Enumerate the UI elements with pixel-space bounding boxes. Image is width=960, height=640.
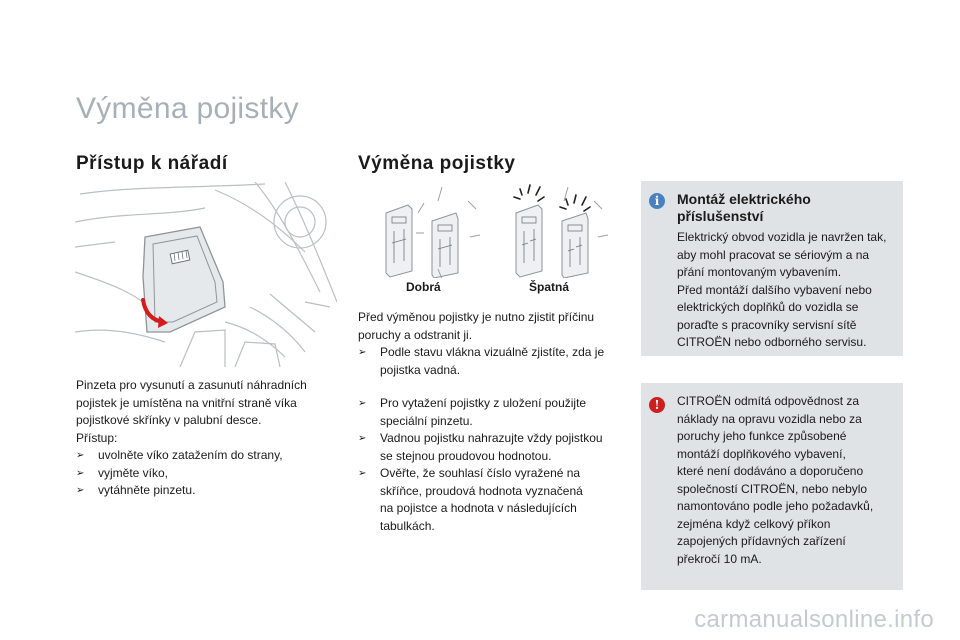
- glovebox-drawing: [75, 182, 337, 367]
- text-line: aby mohl pracovat se sériovým a na: [677, 247, 870, 262]
- text-line: přání montovaným vybavením.: [677, 265, 842, 279]
- section-heading-fuse-replacement: Výměna pojistky: [358, 153, 516, 174]
- text-line: Před montáží dalšího vybavení nebo: [677, 282, 872, 297]
- info-box-text: [677, 229, 901, 352]
- text-line: náklady na opravu vozidla nebo za: [677, 411, 862, 426]
- fuse-check-text: [358, 309, 623, 379]
- info-box-title: Montáž elektrického příslušenství: [677, 191, 811, 224]
- fuse-replace-text: [358, 395, 623, 535]
- fuse-bad-label: Špatná: [529, 280, 570, 294]
- dashboard-illustration: [75, 182, 337, 367]
- fuse-replace-steps: [358, 395, 623, 535]
- text-line: CITROËN nebo odborného servisu.: [677, 335, 867, 349]
- fuse-illustration: [372, 183, 612, 278]
- warning-icon: !: [649, 397, 665, 413]
- info-box: [641, 181, 903, 356]
- list-item: ➢ Vadnou pojistku nahrazujte vždy pojistkou se stejnou proudovou hodnotou.: [358, 431, 603, 463]
- text-line: poraďte s pracovníky servisní sítě: [677, 317, 857, 332]
- text-line: poruchy a odstranit ji.: [358, 327, 473, 342]
- text-line: zejména když celkový příkon: [677, 516, 831, 531]
- text-line: elektrických doplňků do vozidla se: [677, 300, 859, 314]
- text-line: zapojených přídavných zařízení: [677, 534, 846, 548]
- text-line: společností CITROËN, nebo nebylo: [677, 481, 868, 496]
- text-line: překročí 10 mA.: [677, 551, 762, 566]
- list-item: ➢ vytáhněte pinzetu.: [76, 482, 338, 500]
- watermark: carmanualsonline.info: [694, 606, 934, 633]
- text-line: montáží doplňkového vybavení,: [677, 446, 846, 461]
- text-line: poruchy jeho funkce způsobené: [677, 429, 847, 443]
- list-item: ➢ Ověřte, že souhlasí číslo vyražené na skříňce, proudová hodnota vyznačená na pojistce a hodnota v následujících tabulkách.: [358, 466, 583, 533]
- list-item: ➢ vyjměte víko,: [76, 465, 338, 483]
- text-line: namontováno podle jeho požadavků,: [677, 499, 874, 513]
- text-line: pojistkové skřínky v palubní desce.: [76, 413, 262, 427]
- bullet-arrow-icon: ➢: [358, 468, 367, 479]
- bullet-arrow-icon: ➢: [76, 467, 85, 479]
- fuse-check-steps: [358, 344, 623, 379]
- bullet-arrow-icon: ➢: [358, 398, 367, 409]
- list-item: ➢ Podle stavu vlákna vizuálně zjistíte, zda je pojistka vadná.: [358, 345, 605, 377]
- bullet-arrow-icon: ➢: [76, 450, 85, 461]
- list-item: ➢ uvolněte víko zatažením do strany,: [76, 447, 338, 465]
- bullet-arrow-icon: ➢: [358, 347, 367, 358]
- tool-access-steps: [76, 447, 338, 500]
- bullet-arrow-icon: ➢: [76, 485, 85, 496]
- fuse-good-label: Dobrá: [406, 280, 441, 294]
- bullet-arrow-icon: ➢: [358, 433, 367, 444]
- info-icon: i: [649, 193, 665, 209]
- warning-box: [641, 383, 903, 590]
- warning-box-text: [677, 393, 901, 568]
- fuse-drawing: [372, 183, 612, 278]
- list-item: ➢ Pro vytažení pojistky z uložení použijte speciální pinzetu.: [358, 396, 587, 428]
- text-line: které není dodáváno a doporučeno: [677, 464, 864, 478]
- page-title: Výměna pojistky: [76, 92, 299, 125]
- section-heading-tool-access: Přístup k nářadí: [76, 153, 228, 174]
- text-line: Před výměnou pojistky je nutno zjistit příčinu: [358, 310, 595, 324]
- text-line: Elektrický obvod vozidla je navržen tak,: [677, 230, 887, 244]
- text-line: Pinzeta pro vysunutí a zasunutí náhradních: [76, 378, 307, 392]
- text-line: CITROËN odmítá odpovědnost za: [677, 394, 860, 408]
- tool-access-text: [76, 377, 338, 500]
- text-line: pojistek je umístěna na vnitřní straně víka: [76, 395, 297, 410]
- text-line: Přístup:: [76, 430, 118, 445]
